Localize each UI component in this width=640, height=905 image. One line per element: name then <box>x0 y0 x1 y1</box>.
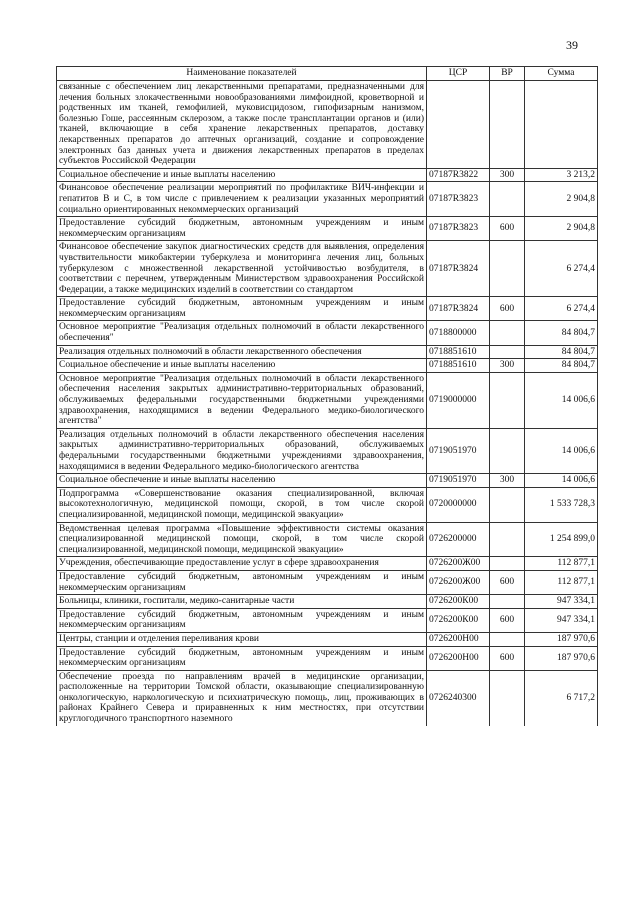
row-csr: 07187R3824 <box>427 297 490 321</box>
row-vr: 300 <box>490 168 525 182</box>
row-csr: 0720000000 <box>427 487 490 522</box>
row-csr <box>427 81 490 169</box>
row-vr: 300 <box>490 359 525 373</box>
row-name: связанные с обеспечением лиц лекарственными препаратами, предназначенными для лечения больных злокачественными новообразованиями лимфоидной, кроветворной и родственных им тканей, гемофилией, муковисцидозом, гипофизарным нанизмом, болезнью Гоше, рассеянным склерозом, а также после трансплантации органов и (или) тканей, включающие в себя хранение лекарственных препаратов, доставку лекарственных препаратов до аптечных организаций, создание и сопровождение электронных баз данных учета и движения лекарственных препаратов в пределах субъектов Российской Федерации <box>57 81 427 169</box>
row-sum: 1 254 899,0 <box>525 522 598 557</box>
row-csr: 0726200Ж00 <box>427 570 490 594</box>
page-bottom-edge <box>0 896 640 905</box>
row-sum: 947 334,1 <box>525 608 598 632</box>
row-vr <box>490 81 525 169</box>
row-sum: 2 904,8 <box>525 217 598 241</box>
row-sum: 14 006,6 <box>525 474 598 488</box>
row-name: Предоставление субсидий бюджетным, автономным учреждениям и иным некоммерческим организациям <box>57 646 427 670</box>
table-row <box>57 297 598 321</box>
row-sum: 3 213,2 <box>525 168 598 182</box>
row-name: Социальное обеспечение и иные выплаты населению <box>57 359 427 373</box>
row-sum: 84 804,7 <box>525 345 598 359</box>
row-name: Основное мероприятие "Реализация отдельных полномочий в области лекарственного обеспечения населения закрытых административно-территориальных образований, обслуживаемых федеральными государственными бюджетными учреждениями здравоохранения, находящимися в ведении Федерального медико-биологического агентства" <box>57 372 427 428</box>
row-name: Предоставление субсидий бюджетным, автономным учреждениям и иным некоммерческим организациям <box>57 297 427 321</box>
row-vr <box>490 632 525 646</box>
header-name: Наименование показателей <box>57 67 427 81</box>
header-csr: ЦСР <box>427 67 490 81</box>
row-csr: 07187R3823 <box>427 182 490 217</box>
row-csr: 0719051970 <box>427 474 490 488</box>
row-vr: 300 <box>490 474 525 488</box>
page-number: 39 <box>566 38 578 52</box>
header-vr: ВР <box>490 67 525 81</box>
row-vr <box>490 182 525 217</box>
row-name: Реализация отдельных полномочий в области лекарственного обеспечения населения закрытых административно-территориальных образований, обслуживаемых федеральными государственными бюджетными учреждениями здравоохранения, находящимися в ведении Федерального медико-биологического агентства <box>57 428 427 473</box>
row-sum: 6 274,4 <box>525 241 598 297</box>
table-row <box>57 321 598 345</box>
row-csr: 0718851610 <box>427 345 490 359</box>
row-name: Реализация отдельных полномочий в области лекарственного обеспечения <box>57 345 427 359</box>
budget-table <box>56 66 598 726</box>
table-row <box>57 646 598 670</box>
row-sum: 2 904,8 <box>525 182 598 217</box>
table-row <box>57 241 598 297</box>
row-sum: 14 006,6 <box>525 428 598 473</box>
row-vr <box>490 241 525 297</box>
row-vr <box>490 372 525 428</box>
row-csr: 0719051970 <box>427 428 490 473</box>
row-vr: 600 <box>490 646 525 670</box>
table-row <box>57 345 598 359</box>
row-vr <box>490 670 525 725</box>
row-name: Предоставление субсидий бюджетным, автономным учреждениям и иным некоммерческим организациям <box>57 570 427 594</box>
table-row <box>57 81 598 169</box>
row-csr: 07187R3824 <box>427 241 490 297</box>
row-name: Обеспечение проезда по направлениям врачей в медицинские организации, расположенные на территории Томской области, оказывающие специализированную онкологическую, наркологическую и психиатрическую помощь, лиц, проживающих в районах Крайнего Севера и приравненных к ним местностях, при отсутствии круглогодичного транспортного наземного <box>57 670 427 725</box>
row-csr: 0726200К00 <box>427 595 490 609</box>
row-csr: 0726200Н00 <box>427 632 490 646</box>
row-csr: 0726200Н00 <box>427 646 490 670</box>
row-vr <box>490 487 525 522</box>
row-sum: 14 006,6 <box>525 372 598 428</box>
row-sum: 187 970,6 <box>525 646 598 670</box>
row-vr: 600 <box>490 297 525 321</box>
table-row <box>57 182 598 217</box>
table-row <box>57 522 598 557</box>
row-sum: 187 970,6 <box>525 632 598 646</box>
row-vr <box>490 345 525 359</box>
row-name: Ведомственная целевая программа «Повышение эффективности системы оказания специализированной медицинской помощи, скорой, в том числе скорой специализированной, медицинской помощи, медицинской эвакуации» <box>57 522 427 557</box>
row-csr: 07187R3823 <box>427 217 490 241</box>
row-csr: 0718851610 <box>427 359 490 373</box>
row-name: Финансовое обеспечение реализации мероприятий по профилактике ВИЧ-инфекции и гепатитов B и C, в том числе с привлечением к реализации указанных мероприятий социально ориентированных некоммерческих организаций <box>57 182 427 217</box>
row-vr <box>490 595 525 609</box>
row-vr: 600 <box>490 570 525 594</box>
table-row <box>57 372 598 428</box>
table-row <box>57 168 598 182</box>
header-sum: Сумма <box>525 67 598 81</box>
table-row <box>57 570 598 594</box>
row-vr <box>490 557 525 571</box>
table-row <box>57 608 598 632</box>
row-csr: 0718800000 <box>427 321 490 345</box>
row-sum: 84 804,7 <box>525 321 598 345</box>
row-name: Предоставление субсидий бюджетным, автономным учреждениям и иным некоммерческим организациям <box>57 217 427 241</box>
table-row <box>57 632 598 646</box>
row-name: Социальное обеспечение и иные выплаты населению <box>57 168 427 182</box>
table-row <box>57 474 598 488</box>
row-vr <box>490 428 525 473</box>
table-row <box>57 557 598 571</box>
row-csr: 0719000000 <box>427 372 490 428</box>
row-sum: 84 804,7 <box>525 359 598 373</box>
row-vr <box>490 321 525 345</box>
table-row <box>57 487 598 522</box>
row-sum: 1 533 728,3 <box>525 487 598 522</box>
row-name: Подпрограмма «Совершенствование оказания специализированной, включая высокотехнологичную, медицинской помощи, скорой, в том числе скорой специализированной, медицинской помощи, медицинской эвакуации» <box>57 487 427 522</box>
table-row <box>57 428 598 473</box>
table-header-row <box>57 67 598 81</box>
row-csr: 0726200Ж00 <box>427 557 490 571</box>
row-csr: 0726240300 <box>427 670 490 725</box>
row-vr: 600 <box>490 608 525 632</box>
row-name: Больницы, клиники, госпитали, медико-санитарные части <box>57 595 427 609</box>
row-name: Финансовое обеспечение закупок диагностических средств для выявления, определения чувствительности микобактерии туберкулеза и мониторинга лечения лиц, больных туберкулезом с множественной лекарственной устойчивостью возбудителя, в соответствии с перечнем, утвержденным Министерством здравоохранения Российской Федерации, а также медицинских изделий в соответствии со стандартом <box>57 241 427 297</box>
table-row <box>57 595 598 609</box>
table-body <box>57 81 598 726</box>
table-row <box>57 359 598 373</box>
table-row <box>57 670 598 725</box>
row-csr: 07187R3822 <box>427 168 490 182</box>
table-row <box>57 217 598 241</box>
row-csr: 0726200К00 <box>427 608 490 632</box>
row-csr: 0726200000 <box>427 522 490 557</box>
row-name: Предоставление субсидий бюджетным, автономным учреждениям и иным некоммерческим организациям <box>57 608 427 632</box>
row-vr <box>490 522 525 557</box>
row-sum <box>525 81 598 169</box>
row-name: Центры, станции и отделения переливания крови <box>57 632 427 646</box>
row-name: Основное мероприятие "Реализация отдельных полномочий в области лекарственного обеспечения" <box>57 321 427 345</box>
row-name: Учреждения, обеспечивающие предоставление услуг в сфере здравоохранения <box>57 557 427 571</box>
row-sum: 112 877,1 <box>525 570 598 594</box>
row-sum: 112 877,1 <box>525 557 598 571</box>
row-sum: 6 274,4 <box>525 297 598 321</box>
row-sum: 947 334,1 <box>525 595 598 609</box>
row-sum: 6 717,2 <box>525 670 598 725</box>
row-vr: 600 <box>490 217 525 241</box>
row-name: Социальное обеспечение и иные выплаты населению <box>57 474 427 488</box>
